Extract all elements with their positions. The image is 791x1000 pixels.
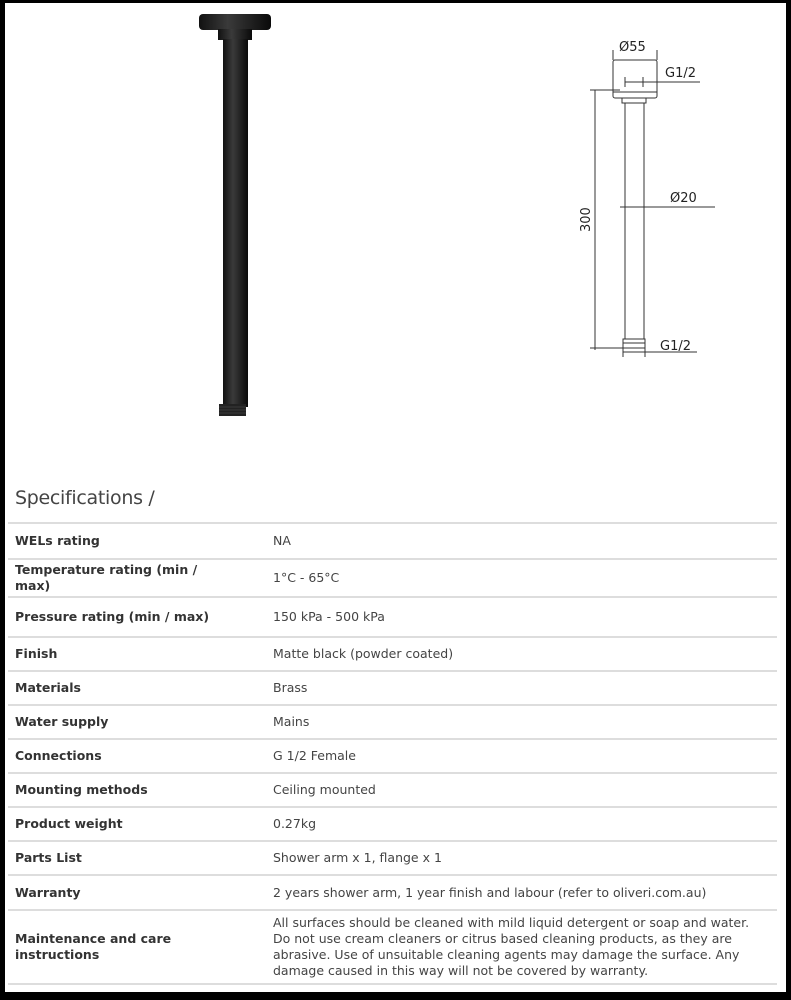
spec-label: Product weight	[8, 807, 266, 841]
spec-label: Parts List	[8, 841, 266, 875]
spec-label: WELs rating	[8, 523, 266, 559]
spec-label: Finish	[8, 637, 266, 671]
spec-row	[8, 910, 777, 984]
spec-row	[8, 559, 777, 597]
spec-value: G 1/2 Female	[266, 739, 777, 773]
spec-label: Pressure rating (min / max)	[8, 597, 266, 637]
label-top-thread: G1/2	[665, 66, 696, 81]
spec-row	[8, 637, 777, 671]
spec-row	[8, 875, 777, 910]
spec-label: Temperature rating (min / max)	[8, 559, 266, 597]
spec-value: Ceiling mounted	[266, 773, 777, 807]
spec-row	[8, 773, 777, 807]
spec-row	[8, 597, 777, 637]
spec-row	[8, 739, 777, 773]
spec-row	[8, 807, 777, 841]
label-top-diameter: Ø55	[619, 40, 646, 55]
dimension-drawing	[5, 3, 786, 443]
spec-label: Connections	[8, 739, 266, 773]
spec-label: Warranty	[8, 875, 266, 910]
specifications-title: Specifications /	[15, 487, 155, 509]
spec-row	[8, 671, 777, 705]
spec-value: 0.27kg	[266, 807, 777, 841]
spec-page	[5, 3, 786, 992]
spec-value: 150 kPa - 500 kPa	[266, 597, 777, 637]
spec-value: 1°C - 65°C	[266, 559, 777, 597]
spec-label: Maintenance and care instructions	[8, 910, 266, 984]
spec-value: NA	[266, 523, 777, 559]
spec-value: Mains	[266, 705, 777, 739]
spec-value: Shower arm x 1, flange x 1	[266, 841, 777, 875]
spec-value: Matte black (powder coated)	[266, 637, 777, 671]
spec-value: Brass	[266, 671, 777, 705]
spec-label: Water supply	[8, 705, 266, 739]
spec-row	[8, 841, 777, 875]
spec-row	[8, 523, 777, 559]
spec-row	[8, 705, 777, 739]
spec-label: Mounting methods	[8, 773, 266, 807]
label-tube-diameter: Ø20	[670, 191, 697, 206]
spec-value: 2 years shower arm, 1 year finish and labour (refer to oliveri.com.au)	[266, 875, 777, 910]
label-length: 300	[579, 207, 594, 232]
specifications-table	[8, 522, 777, 985]
label-bottom-thread: G1/2	[660, 339, 691, 354]
spec-label: Materials	[8, 671, 266, 705]
spec-value: All surfaces should be cleaned with mild liquid detergent or soap and water. Do not use cream cleaners or citrus based cleaning products, as they are abrasive. Use of unsuitable cleaning agents may damage the surface. Any damage caused in this way will not be covered by warranty.	[266, 910, 777, 984]
